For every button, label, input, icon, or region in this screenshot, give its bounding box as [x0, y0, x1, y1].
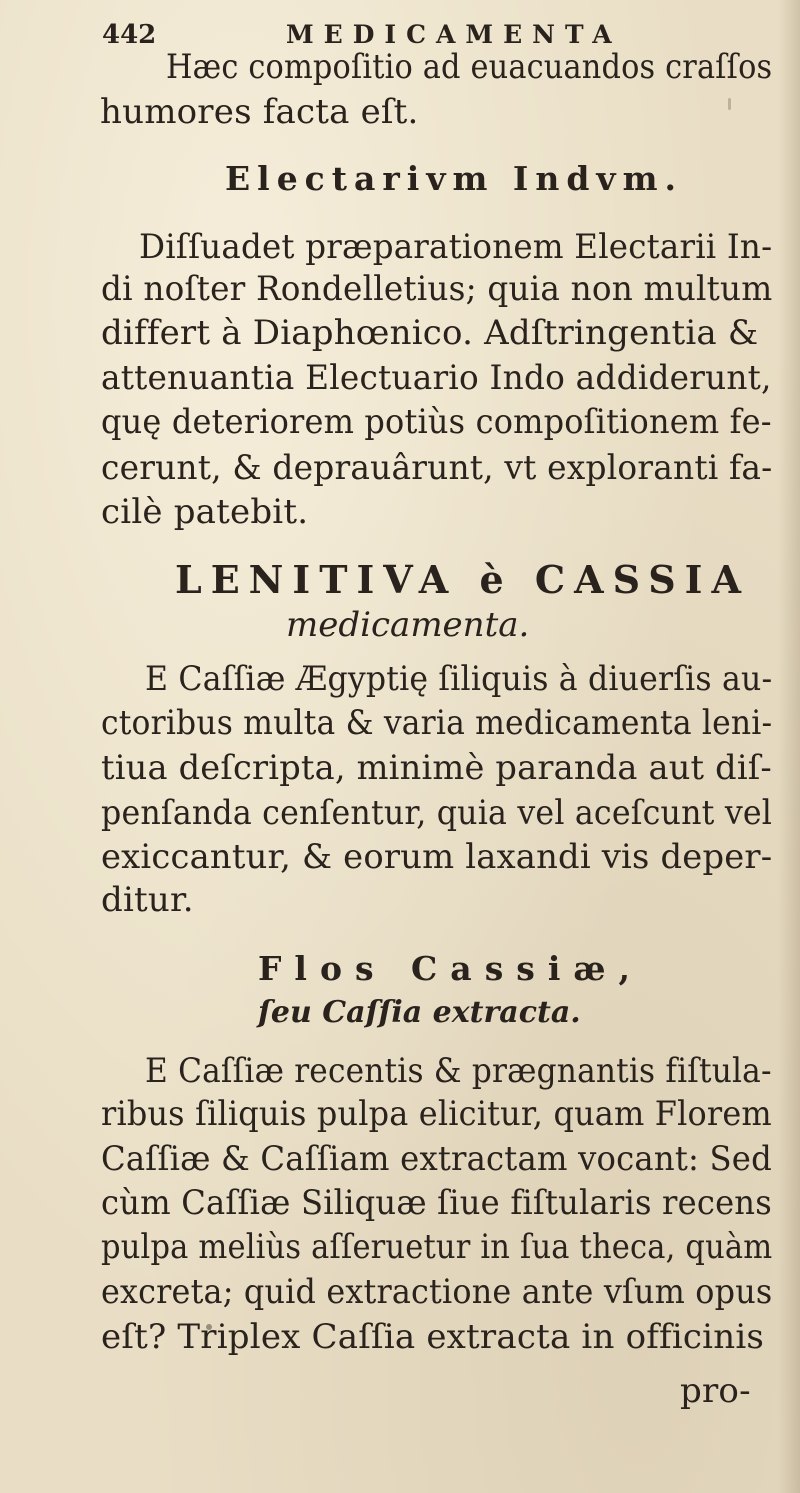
text-line: ribus ſiliquis pulpa elicitur, quam Florem [101, 1094, 772, 1134]
text-line: quę deteriorem potiùs compoſitionem fe- [101, 402, 772, 442]
section-heading: Electarivm Indvm. [225, 159, 683, 198]
text-line: penſanda cenſentur, quia vel aceſcunt vel [101, 793, 773, 833]
text-line: di noſter Rondelletius; quia non multum [101, 269, 773, 309]
text-line: differt à Diaphœnico. Adſtringentia & [101, 313, 759, 353]
text-line: Diſſuadet præparationem Electarii In- [139, 227, 773, 267]
catchword: pro- [680, 1371, 751, 1411]
page-number: 442 [102, 20, 157, 50]
section-heading: LENITIVA è CASSIA [175, 557, 750, 602]
text-line: excreta; quid extractione ante vſum opus [101, 1272, 773, 1312]
text-line: cilè patebit. [101, 492, 309, 532]
section-heading: Flos Cassiæ, [258, 949, 644, 988]
text-line: tiua deſcripta, minimè paranda aut diſ- [101, 748, 772, 788]
text-line: eſt? Triplex Caſſia extracta in officinis [101, 1317, 765, 1357]
text-line: cùm Caſſiæ Siliquæ ſiue fiſtularis recens [101, 1183, 772, 1223]
section-subheading: ſeu Caſſia extracta. [258, 995, 581, 1030]
text-line: pulpa meliùs aſſeruetur in ſua theca, quàm [101, 1227, 773, 1267]
ink-speck [728, 98, 731, 110]
text-line: exiccantur, & eorum laxandi vis deper- [101, 837, 773, 877]
text-line: Hæc compoſitio ad euacuandos craſſos [166, 47, 773, 87]
text-line: E Caſſiæ recentis & prægnantis fiſtula- [145, 1051, 772, 1091]
text-line: humores facta eſt. [100, 92, 419, 132]
text-line: Caſſiæ & Caſſiam extractam vocant: Sed [101, 1139, 772, 1179]
text-line: ctoribus multa & varia medicamenta leni- [101, 703, 773, 743]
section-subheading: medicamenta. [286, 605, 530, 645]
text-line: cerunt, & deprauârunt, vt exploranti fa- [101, 448, 773, 488]
text-line: ditur. [101, 880, 194, 920]
text-line: attenuantia Electuario Indo addiderunt, [101, 358, 772, 398]
text-line: E Caſſiæ Ægyptię ſiliquis à diuerſis au- [145, 659, 773, 699]
running-head-title: MEDICAMENTA [286, 20, 622, 49]
page-edge-shadow [778, 0, 800, 1493]
